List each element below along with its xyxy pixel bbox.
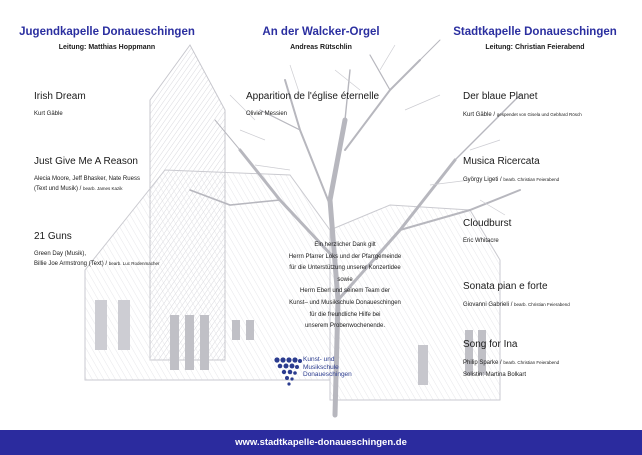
piece-soloist: Solistin: Martina Bolkart [463,372,527,378]
program-item [463,218,640,246]
composer-name: György Ligeti / [463,177,504,183]
piece-arranger: gespendet von Gisela und Gebhard Rösch [496,112,582,117]
piece-title: Sonata pian e forte [463,281,548,292]
thanks-line: für die Unterstützung unserer Konzertidee [289,265,401,272]
program-item [463,156,640,185]
composer-line: Alecia Moore, Jeff Bhasker, Nate Ruess [34,176,140,182]
left-header: Jugendkapelle Donaueschingen [19,26,195,38]
piece-composer [463,358,640,368]
program-item [463,339,640,380]
program-item [463,281,640,310]
composer-line: Green Day (Musik), [34,251,87,257]
music-school-logo-icon [273,355,303,389]
thanks-line: Kunst– und Musikschule Donaueschingen [289,299,401,306]
composer-line-with-arranger [34,259,212,269]
piece-composer [463,300,640,310]
left-conductor: Leitung: Matthias Hoppmann [58,44,156,51]
thanks-line: unserem Probenwochenende. [304,323,386,330]
piece-composer [463,110,640,120]
piece-title: Song for Ina [463,339,518,350]
thanks-line: Ein herzlicher Dank gilt [314,242,376,248]
thanks-line: sowie [337,276,353,283]
right-conductor: Leitung: Christian Feierabend [485,44,585,51]
piece-composer: Eric Whitacre [463,238,499,244]
piece-composer [34,250,212,269]
composer-name: Philip Sparke / [463,360,504,366]
program-item [246,91,426,119]
thanks-line: Herrn Pfarrer Loks und der Pfarrgemeinde [288,253,402,260]
piece-title: Cloudburst [463,218,512,229]
composer-line-with-arranger [34,184,212,194]
piece-title: Apparition de l'église éternelle [246,91,380,102]
music-school-logo [273,355,373,389]
piece-title: Just Give Me A Reason [34,156,138,167]
piece-composer [34,175,212,194]
logo-line: Donaueschingen [303,371,352,378]
piece-arranger: bearb. Christian Feierabend [503,360,560,365]
piece-title: 21 Guns [34,231,72,242]
middle-organist: Andreas Rütschlin [290,44,352,51]
middle-header: An der Walcker-Orgel [262,26,380,38]
thanks-line: Herrn Eberl und seinem Team der [300,288,390,295]
acknowledgement-text [270,240,420,333]
piece-arranger: bearb. Christian Feierabend [503,177,560,182]
composer-line: Billie Joe Armstrong (Text) / [34,261,109,267]
piece-composer [463,175,640,185]
program-item [34,231,212,269]
website-footer [0,430,642,455]
composer-name: Kurt Gäble / [463,112,497,118]
program-item [463,91,640,120]
piece-title: Der blaue Planet [463,91,538,102]
program-item [34,91,212,119]
thanks-line: für die freundliche Hilfe bei [309,311,381,318]
piece-composer: Kurt Gäble [34,111,63,117]
composer-line: (Text und Musik) / [34,186,84,192]
composer-name: Giovanni Gabrieli / [463,302,515,308]
right-header: Stadtkapelle Donaueschingen [453,26,617,38]
logo-line: Kunst- und [303,356,335,363]
piece-arranger: bearb. James Kazik [83,186,123,191]
piece-composer: Olivier Messien [246,111,288,117]
piece-title: Musica Ricercata [463,156,540,167]
website-link[interactable]: www.stadtkapelle-donaueschingen.de [235,437,407,448]
piece-arranger: bearb. Christian Feierabend [514,302,570,307]
logo-text [303,356,352,379]
piece-arranger: bearb. Luc Rodenmacher [108,261,160,266]
program-item [34,156,212,194]
logo-line: Musikschule [303,363,339,371]
piece-title: Irish Dream [34,91,86,102]
